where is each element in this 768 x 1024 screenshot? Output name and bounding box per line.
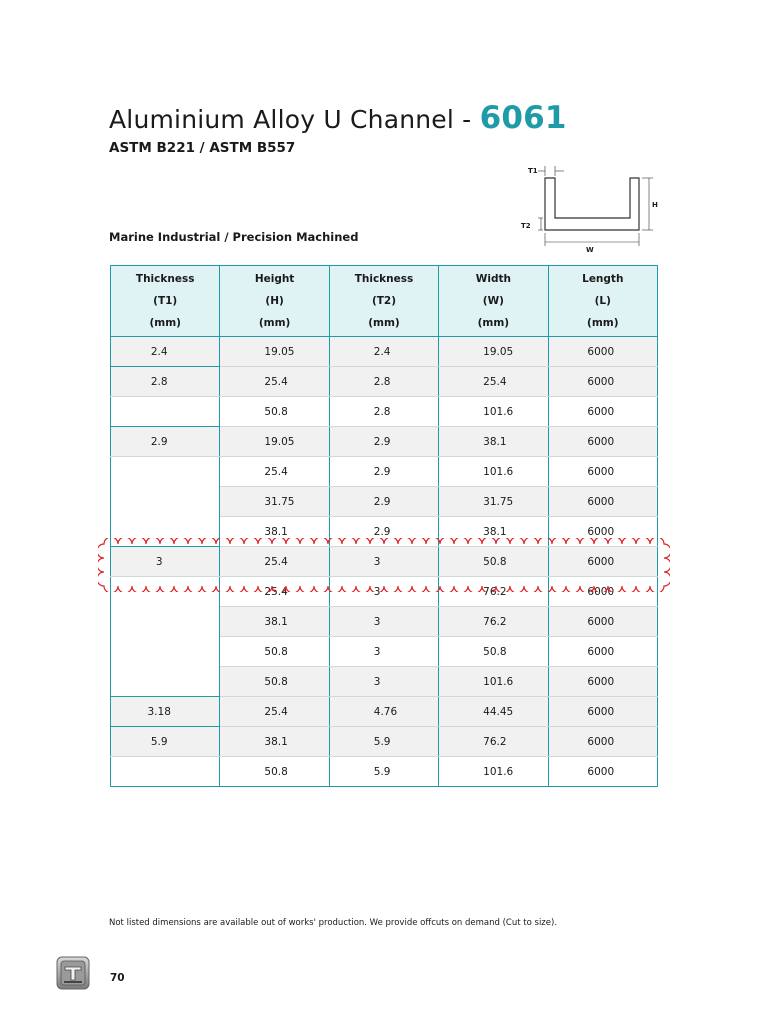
cell-length: 6000: [548, 757, 657, 787]
cell-t1: 5.9: [111, 727, 220, 757]
cell-t1: [111, 757, 220, 787]
cell-width: 76.2: [439, 577, 548, 607]
header-height: Height (H) (mm): [220, 266, 329, 337]
header-t2: Thickness (T2) (mm): [329, 266, 438, 337]
cell-width: 50.8: [439, 547, 548, 577]
cell-t1: 2.8: [111, 367, 220, 397]
cell-t1: [111, 487, 220, 517]
cell-length: 6000: [548, 427, 657, 457]
cell-length: 6000: [548, 667, 657, 697]
table-row: [111, 397, 658, 427]
cell-height: 38.1: [220, 517, 329, 547]
t2-label: T2: [521, 222, 531, 230]
cell-t2: 2.8: [329, 397, 438, 427]
header-length: Length (L) (mm): [548, 266, 657, 337]
cell-length: 6000: [548, 487, 657, 517]
table-row: [111, 757, 658, 787]
revision-cloud-annotation: [98, 538, 670, 592]
cell-length: 6000: [548, 397, 657, 427]
cell-t2: 3: [329, 667, 438, 697]
cell-t2: 2.9: [329, 427, 438, 457]
cell-t2: 5.9: [329, 727, 438, 757]
cell-t1: [111, 637, 220, 667]
cell-width: 101.6: [439, 757, 548, 787]
cell-width: 101.6: [439, 457, 548, 487]
table-row: [111, 697, 658, 727]
company-logo: [56, 956, 90, 990]
header-width: Width (W) (mm): [439, 266, 548, 337]
cell-length: 6000: [548, 337, 657, 367]
cell-height: 50.8: [220, 637, 329, 667]
cell-height: 25.4: [220, 547, 329, 577]
cell-length: 6000: [548, 607, 657, 637]
cell-t1: [111, 607, 220, 637]
header-t1: Thickness (T1) (mm): [111, 266, 220, 337]
cell-t1: [111, 667, 220, 697]
table-row: [111, 727, 658, 757]
table-row: [111, 667, 658, 697]
cell-width: 101.6: [439, 667, 548, 697]
cell-width: 31.75: [439, 487, 548, 517]
table-row: [111, 367, 658, 397]
table-row: [111, 457, 658, 487]
dimensions-table: [110, 265, 658, 787]
cell-width: 101.6: [439, 397, 548, 427]
title-alloy-grade: 6061: [479, 100, 567, 136]
table-row: [111, 607, 658, 637]
cell-t1: 3.18: [111, 697, 220, 727]
cell-length: 6000: [548, 457, 657, 487]
cell-height: 50.8: [220, 757, 329, 787]
cell-length: 6000: [548, 727, 657, 757]
section-heading: Marine Industrial / Precision Machined: [109, 230, 359, 244]
cell-height: 38.1: [220, 727, 329, 757]
cell-width: 38.1: [439, 427, 548, 457]
cell-height: 50.8: [220, 397, 329, 427]
cell-length: 6000: [548, 367, 657, 397]
cell-t2: 3: [329, 637, 438, 667]
cell-t2: 4.76: [329, 697, 438, 727]
page-title: [109, 100, 567, 136]
cell-width: 50.8: [439, 637, 548, 667]
cell-height: 25.4: [220, 697, 329, 727]
cell-t1: 2.4: [111, 337, 220, 367]
cell-height: 38.1: [220, 607, 329, 637]
w-label: W: [586, 246, 594, 254]
t1-label: T1: [528, 167, 538, 175]
cell-width: 25.4: [439, 367, 548, 397]
cell-t1: [111, 457, 220, 487]
cell-length: 6000: [548, 517, 657, 547]
table-row: [111, 337, 658, 367]
cell-width: 38.1: [439, 517, 548, 547]
cell-t2: 3: [329, 577, 438, 607]
cell-width: 76.2: [439, 727, 548, 757]
cell-height: 25.4: [220, 577, 329, 607]
cell-length: 6000: [548, 577, 657, 607]
page-number: 70: [110, 972, 125, 984]
cell-height: 19.05: [220, 427, 329, 457]
cell-length: 6000: [548, 697, 657, 727]
cell-t2: 2.9: [329, 487, 438, 517]
u-channel-diagram: [518, 160, 668, 256]
cell-width: 76.2: [439, 607, 548, 637]
cell-height: 25.4: [220, 367, 329, 397]
cell-t2: 5.9: [329, 757, 438, 787]
cell-t1: 2.9: [111, 427, 220, 457]
title-prefix: Aluminium Alloy U Channel -: [109, 105, 480, 134]
cell-t2: 3: [329, 607, 438, 637]
title-text: [109, 100, 567, 136]
cell-height: 50.8: [220, 667, 329, 697]
cell-t2: 2.4: [329, 337, 438, 367]
h-label: H: [652, 201, 658, 209]
table-row: [111, 427, 658, 457]
cell-height: 31.75: [220, 487, 329, 517]
cell-t2: 2.9: [329, 517, 438, 547]
table-row: [111, 487, 658, 517]
cell-height: 25.4: [220, 457, 329, 487]
cell-length: 6000: [548, 637, 657, 667]
cell-t2: 3: [329, 547, 438, 577]
cell-t2: 2.9: [329, 457, 438, 487]
cell-width: 44.45: [439, 697, 548, 727]
cell-length: 6000: [548, 547, 657, 577]
cell-t1: 3: [111, 547, 220, 577]
standards-subtitle: ASTM B221 / ASTM B557: [109, 140, 296, 156]
cell-t2: 2.8: [329, 367, 438, 397]
cell-width: 19.05: [439, 337, 548, 367]
footnote: Not listed dimensions are available out of works' production. We provide offcuts on demand (Cut to size).: [109, 918, 558, 928]
table-header-row: [111, 266, 658, 337]
cell-t1: [111, 397, 220, 427]
cell-height: 19.05: [220, 337, 329, 367]
table-row: [111, 637, 658, 667]
